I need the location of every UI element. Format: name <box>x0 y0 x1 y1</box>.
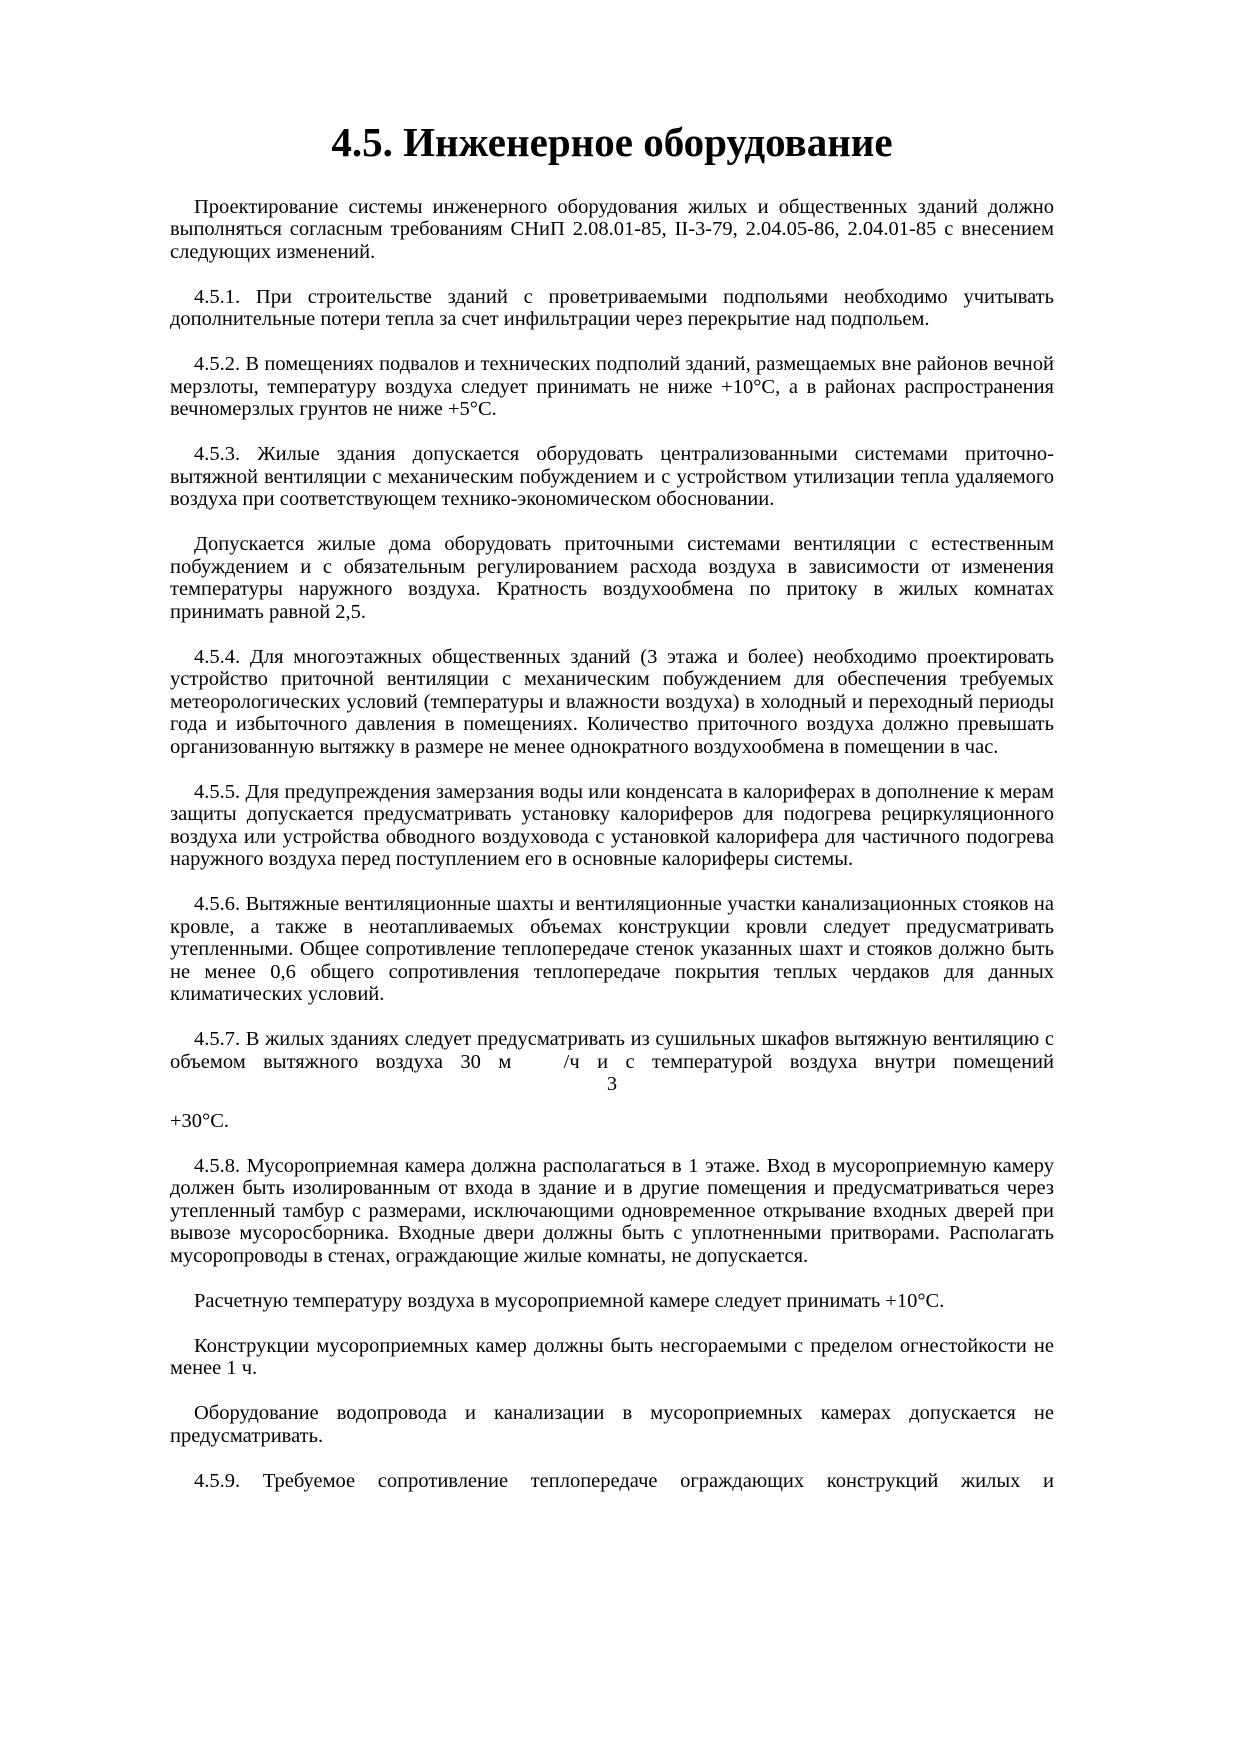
clause-4-5-3: 4.5.3. Жилые здания допускается оборудовать централизованными системами приточно-вытяжной вентиляции с механическим побуждением и с устройством утилизации тепла удаляемого воздуха при соответствующем технико-экономическом обосновании. <box>170 443 1054 510</box>
section-title: 4.5. Инженерное оборудование <box>331 119 893 165</box>
clause-4-5-3-addition: Допускается жилые дома оборудовать приточными системами вентиляции с естественным побуждением и с обязательным регулированием расхода воздуха в зависимости от изменения температуры наружного воздуха. Кратность воздухообмена по притоку в жилых комнатах принимать равной 2,5. <box>170 533 1054 623</box>
clause-4-5-9: 4.5.9. Требуемое сопротивление теплопередаче ограждающих конструкций жилых и <box>194 1469 1054 1492</box>
clause-4-5-1: 4.5.1. При строительстве зданий с проветриваемыми подпольями необходимо учитывать дополнительные потери тепла за счет инфильтрации через перекрытие над подпольем. <box>170 285 1054 330</box>
clause-4-5-2: 4.5.2. В помещениях подвалов и технических подполий зданий, размещаемых вне районов вечной мерзлоты, температуру воздуха следует принимать не ниже +10°С, а в районах распространения вечномерзлых грунтов не ниже +5°С. <box>170 353 1054 420</box>
paragraph-intro: Проектирование системы инженерного оборудования жилых и общественных зданий должно выполняться согласным требованиям СНиП 2.08.01-85, II-3-79, 2.04.05-86, 2.04.01-85 с внесением следующих изменений. <box>170 195 1054 263</box>
clause-4-5-8-construction: Конструкции мусороприемных камер должны быть несгораемыми с пределом огнестойкости не менее 1 ч. <box>170 1334 1054 1379</box>
clause-4-5-4: 4.5.4. Для многоэтажных общественных зданий (3 этажа и более) необходимо проектировать устройство приточной вентиляции с механическим побуждением для обеспечения требуемых метеорологических условий (температуры и влажности воздуха) в холодный и переходный периоды года и избыточного давления в помещениях. Количество приточного воздуха должно превышать организованную вытяжку в размере не менее однократного воздухообмена в помещении в час. <box>170 645 1054 758</box>
superscript-3-line: 3 <box>606 1073 618 1095</box>
clause-4-5-6: 4.5.6. Вытяжные вентиляционные шахты и вентиляционные участки канализационных стояков на кровле, а также в неотапливаемых объемах конструкции кровли следует предусматривать утепленными. Общее сопротивление теплопередаче стенок указанных шахт и стояков должно быть не менее 0,6 общего сопротивления теплопередаче покрытия теплых чердаков для данных климатических условий. <box>170 893 1054 1005</box>
clause-4-5-8-temperature: Расчетную температуру воздуха в мусороприемной камере следует принимать +10°С. <box>194 1289 945 1312</box>
clause-4-5-8-equipment: Оборудование водопровода и канализации в мусороприемных камерах допускается не предусматривать. <box>170 1402 1054 1447</box>
clause-4-5-7: 4.5.7. В жилых зданиях следует предусматривать из сушильных шкафов вытяжную вентиляцию с объемом вытяжного воздуха 30 м /ч и с температурой воздуха внутри помещений <box>170 1028 1054 1073</box>
clause-4-5-8: 4.5.8. Мусороприемная камера должна располагаться в 1 этаже. Вход в мусороприемную камеру должен быть изолированным от входа в здание и в другие помещения и предусматриваться через утепленный тамбур с размерами, исключающими одновременное открывание входных дверей при вывозе мусоросборника. Входные двери должны быть с уплотненными притворами. Располагать мусоропроводы в стенах, ограждающие жилые комнаты, не допускается. <box>170 1154 1054 1267</box>
clause-4-5-7-continuation: +30°С. <box>170 1109 230 1132</box>
clause-4-5-5: 4.5.5. Для предупреждения замерзания воды или конденсата в калориферах в дополнение к мерам защиты допускается предусматривать установку калориферов для подогрева рециркуляционного воздуха или устройства обводного воздуховода с установкой калорифера для частичного подогрева наружного воздуха перед поступлением его в основные калориферы системы. <box>170 780 1054 870</box>
